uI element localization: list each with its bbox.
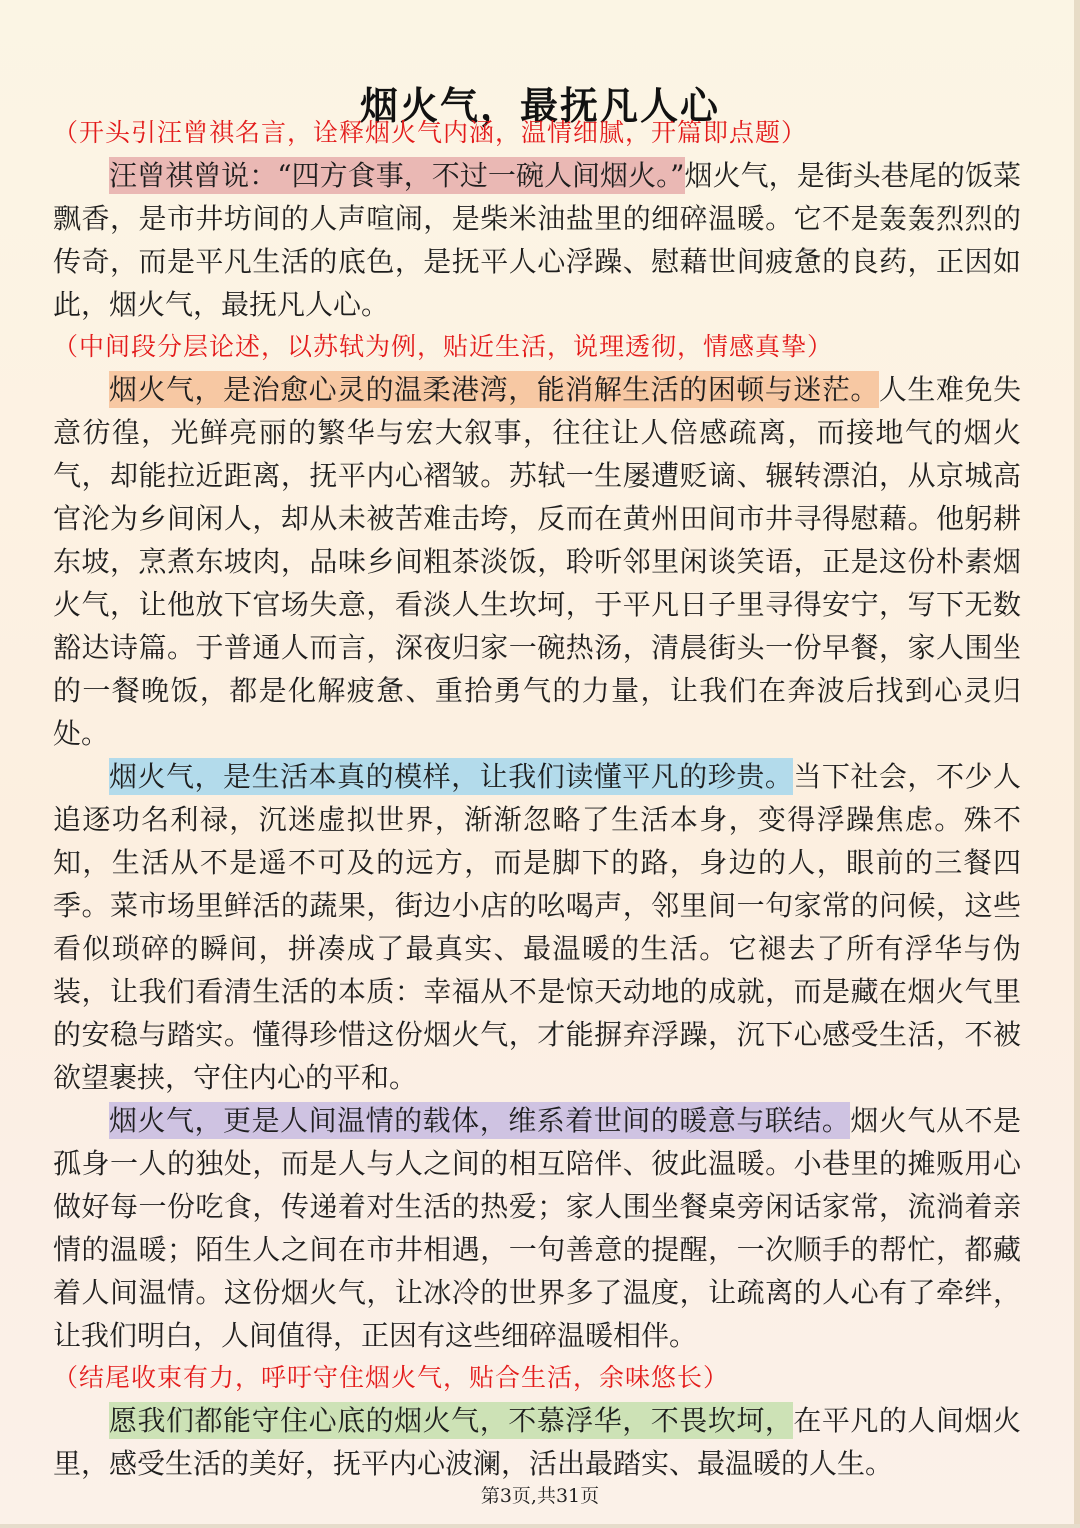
annotation-opening: （开头引汪曾祺名言，诠释烟火气内涵，温情细腻，开篇即点题） [53,118,808,147]
paragraph-text: 当下社会，不少人追逐功名利禄，沉迷虚拟世界，渐渐忽略了生活本身，变得浮躁焦虑。殊不知，生活从不是遥不可及的远方，而是脚下的路，身边的人，眼前的三餐四季。菜市场里鲜活的蔬果，街边小店的吆喝声，邻里间一句家常的问候，这些看似琐碎的瞬间，拼凑成了最真实、最温暖的生活。它褪去了所有浮华与伪装，让我们看清生活的本质：幸福从不是惊天动地的成就，而是藏在烟火气里的安稳与踏实。懂得珍惜这份烟火气，才能摒弃浮躁，沉下心感受生活，不被欲望裹挟，守住内心的平和。 [53,760,1021,1094]
essay-body [53,112,1021,1485]
paragraph-conclusion [53,1399,1021,1485]
highlight-quote: 汪曾祺曾说：“四方食事，不过一碗人间烟火。” [109,159,685,192]
paragraph-text: 烟火气，是街头巷尾的饭菜飘香，是市井坊间的人声喧闹，是柴米油盐里的细碎温暖。它不是轰轰烈烈的传奇，而是平凡生活的底色，是抚平人心浮躁、慰藉世间疲惫的良药，正因如此，烟火气，最抚凡人心。 [53,159,1021,321]
paragraph-text: 人生难免失意彷徨，光鲜亮丽的繁华与宏大叙事，往往让人倍感疏离，而接地气的烟火气，却能拉近距离，抚平内心褶皱。苏轼一生屡遭贬谪、辗转漂泊，从京城高官沦为乡间闲人，却从未被苦难击垮，反而在黄州田间市井寻得慰藉。他躬耕东坡，烹煮东坡肉，品味乡间粗茶淡饭，聆听邻里闲谈笑语，正是这份朴素烟火气，让他放下官场失意，看淡人生坎坷，于平凡日子里寻得安宁，写下无数豁达诗篇。于普通人而言，深夜归家一碗热汤，清晨街头一份早餐，家人围坐的一餐晚饭，都是化解疲惫、重拾勇气的力量，让我们在奔波后找到心灵归处。 [53,373,1021,750]
paragraph-intro [53,154,1021,326]
paragraph-authentic-life [53,755,1021,1099]
page-number: 第3页,共31页 [480,1485,600,1507]
paragraph-text: 在平凡的人间烟火里，感受生活的美好，抚平内心波澜，活出最踏实、最温暖的人生。 [53,1404,1021,1480]
highlight-topic-sentence: 烟火气，是生活本真的模样，让我们读懂平凡的珍贵。 [109,760,794,793]
page-edge-bottom [0,1524,1080,1528]
page-title: 烟火气，最抚凡人心 [359,84,720,129]
highlight-topic-sentence: 烟火气，是治愈心灵的温柔港湾，能消解生活的困顿与迷茫。 [109,373,879,406]
paragraph-human-warmth [53,1099,1021,1357]
annotation-middle: （中间段分层论述，以苏轼为例，贴近生活，说理透彻，情感真挚） [53,332,834,361]
page-edge-right [1074,0,1080,1528]
highlight-topic-sentence: 烟火气，更是人间温情的载体，维系着世间的暖意与联结。 [109,1104,851,1137]
paragraph-healing [53,368,1021,755]
paragraph-text: 烟火气从不是孤身一人的独处，而是人与人之间的相互陪伴、彼此温暖。小巷里的摊贩用心做好每一份吃食，传递着对生活的热爱；家人围坐餐桌旁闲话家常，流淌着亲情的温暖；陌生人之间在市井相遇，一句善意的提醒，一次顺手的帮忙，都藏着人间温情。这份烟火气，让冰冷的世界多了温度，让疏离的人心有了牵绊，让我们明白，人间值得，正因有这些细碎温暖相伴。 [53,1104,1021,1352]
annotation-ending: （结尾收束有力，呼吁守住烟火气，贴合生活，余味悠长） [53,1363,730,1392]
highlight-closing-sentence: 愿我们都能守住心底的烟火气，不慕浮华，不畏坎坷， [109,1404,794,1437]
